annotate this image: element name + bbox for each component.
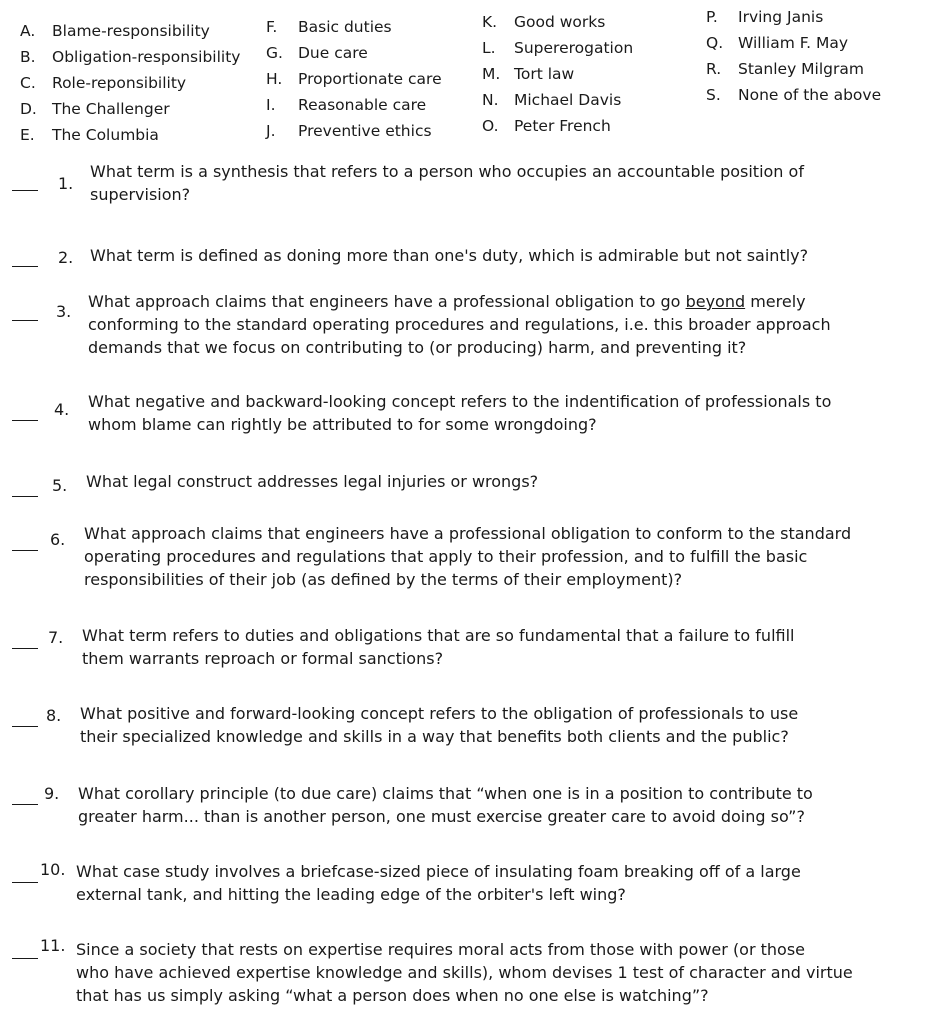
choice-f: F. Basic duties [266,18,392,36]
choice-b: B. Obligation-responsibility [20,48,241,66]
answer-blank-10[interactable] [12,868,38,883]
choices-column-3 [482,9,633,139]
question-text: What legal construct addresses legal injuries or wrongs? [86,472,539,491]
question-text: What term is a synthesis that refers to a person who occupies an accountable position of supervision? [90,162,804,204]
question-text: What case study involves a briefcase-sized piece of insulating foam breaking off of a large external tank, and hitting the leading edge of the orbiter's left wing? [76,862,801,904]
question-text: Since a society that rests on expertise requires moral acts from those with power (or those who have achieved expertise knowledge and skills), whom devises 1 test of character and virtue that has us simply asking “what a person does when no one else is watching”? [76,940,853,1005]
choice-l: L. Supererogation [482,39,634,57]
choice-a: A. Blame-responsibility [20,22,210,40]
choice-i: I. Reasonable care [266,96,427,114]
question-text: What term is defined as doning more than one's duty, which is admirable but not saintly? [90,246,809,265]
choice-e: E. The Columbia [20,126,159,144]
answer-blank-9[interactable] [12,790,38,805]
choice-r: R. Stanley Milgram [706,60,864,78]
question-text: What negative and backward-looking concept refers to the indentification of professionals to whom blame can rightly be attributed to for some wrongdoing? [88,392,832,434]
question-text: What approach claims that engineers have a professional obligation to conform to the standard operating procedures and regulations that apply to their profession, and to fulfill the basic responsibilities of their job (as defined by the terms of their employment)? [84,524,852,589]
question-number: 7. [48,628,64,647]
choice-h: H. Proportionate care [266,70,442,88]
question-number: 5. [52,476,68,495]
choice-g: G. Due care [266,44,368,62]
choice-o: O. Peter French [482,117,611,135]
answer-blank-3[interactable] [12,306,38,321]
answer-blank-8[interactable] [12,712,38,727]
answer-blank-7[interactable] [12,634,38,649]
choices-column-1 [20,18,240,148]
question-number: 4. [54,400,70,419]
question-number: 8. [46,706,62,725]
question-text: What corollary principle (to due care) claims that “when one is in a position to contribute to greater harm... than is another person, one must exercise greater care to avoid doing so”? [78,784,813,826]
choice-q: Q. William F. May [706,34,849,52]
answer-blank-11[interactable] [12,944,38,959]
question-number: 3. [56,302,72,321]
question-number: 1. [58,174,74,193]
answer-blank-4[interactable] [12,406,38,421]
choice-k: K. Good works [482,13,606,31]
choices-column-2 [266,14,442,144]
question-number: 6. [50,530,66,549]
question-number: 10. [40,860,66,879]
question-text: What approach claims that engineers have a professional obligation to go beyond merely conforming to the standard operating procedures and regulations, i.e. this broader approach demands that we focus on contributing to (or producing) harm, and preventing it? [88,292,831,357]
choice-n: N. Michael Davis [482,91,622,109]
answer-blank-2[interactable] [12,252,38,267]
choice-p: P. Irving Janis [706,8,824,26]
question-number: 9. [44,784,60,803]
question-number: 2. [58,248,74,267]
emphasis-beyond: beyond [685,292,746,311]
answer-blank-6[interactable] [12,536,38,551]
choice-c: C. Role-reponsibility [20,74,187,92]
choice-j: J. Preventive ethics [266,122,432,140]
choices-column-4 [706,4,881,108]
question-text: What positive and forward-looking concept refers to the obligation of professionals to use their specialized knowledge and skills in a way that benefits both clients and the public? [80,704,799,746]
answer-choices [0,4,946,144]
choice-m: M. Tort law [482,65,575,83]
answer-blank-5[interactable] [12,482,38,497]
question-number: 11. [40,936,66,955]
choice-d: D. The Challenger [20,100,170,118]
choice-s: S. None of the above [706,86,882,104]
answer-blank-1[interactable] [12,176,38,191]
question-text: What term refers to duties and obligations that are so fundamental that a failure to fulfill them warrants reproach or formal sanctions? [82,626,795,668]
